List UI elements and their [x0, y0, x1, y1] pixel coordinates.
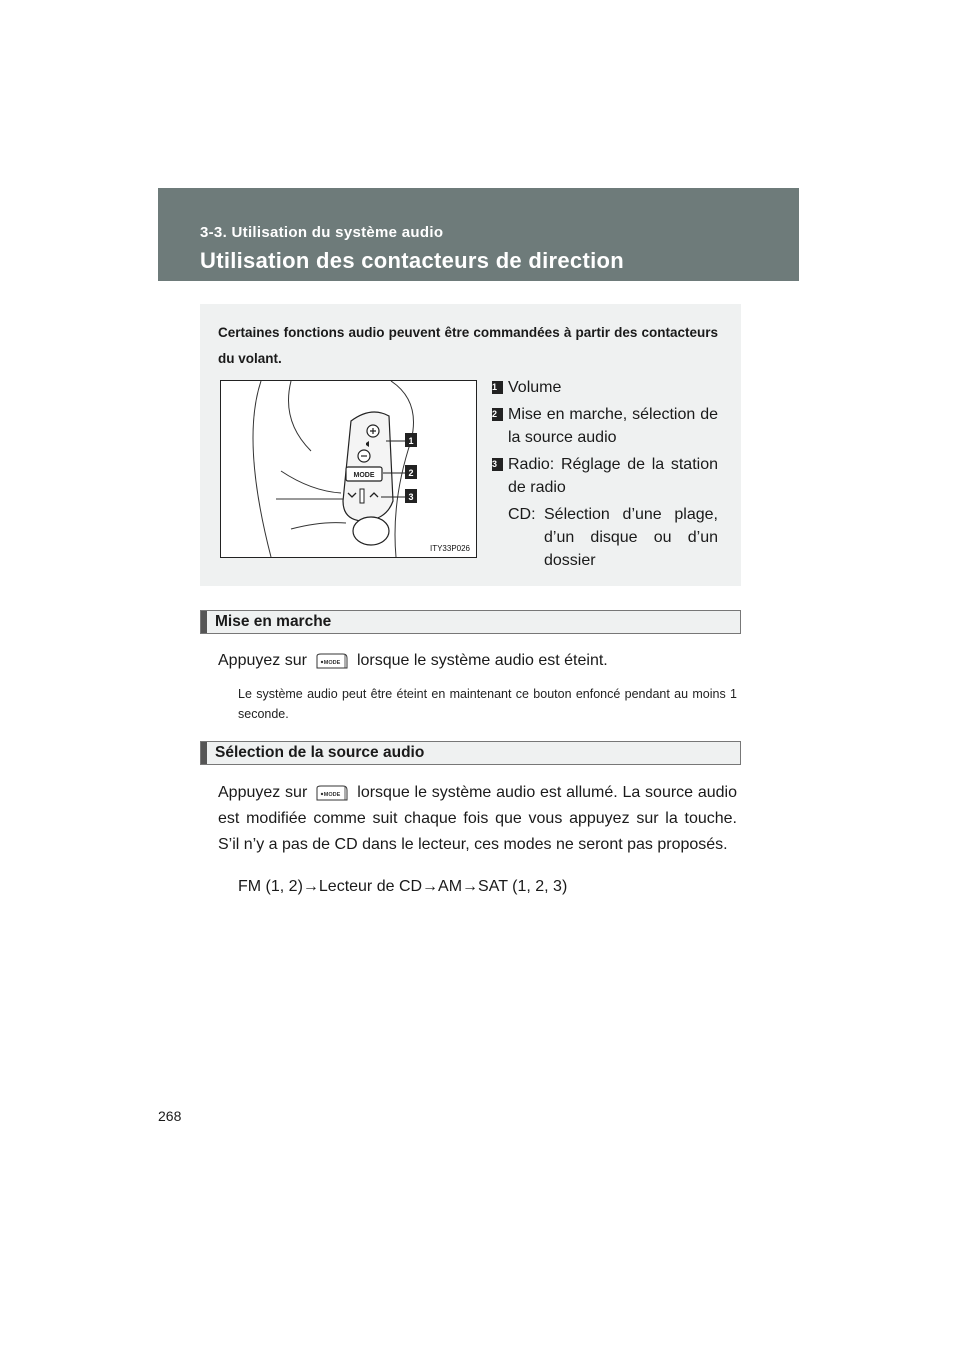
number-badge: 2	[492, 408, 503, 421]
number-badge: 1	[492, 381, 503, 394]
mode-button-icon	[315, 652, 349, 670]
callout-3: 3	[408, 492, 414, 502]
body-text-after: lorsque le système audio est allumé. La source audio est modifiée comme suit chaque fois que vous appuyez sur la touche. S’il n’y a pas de CD dans le lecteur, ces modes ne seront pas proposés.	[218, 784, 737, 853]
section-heading-power	[200, 610, 741, 634]
section-heading-source	[200, 741, 741, 765]
mode-button-icon	[315, 784, 349, 802]
callout-2: 2	[408, 468, 414, 478]
legend-cd-entry	[492, 503, 718, 572]
section-note: Le système audio peut être éteint en maintenant ce bouton enfoncé pendant au moins 1 seconde.	[238, 687, 737, 721]
svg-text:MODE: MODE	[323, 659, 341, 666]
legend-text: Volume	[508, 379, 562, 396]
callout-1: 1	[408, 436, 414, 446]
steering-switch-figure	[220, 380, 477, 558]
steering-wheel-illustration	[221, 381, 476, 557]
figure-code: ITY33P026	[429, 544, 470, 553]
section-title: Mise en marche	[215, 613, 332, 630]
legend-item	[492, 403, 718, 449]
cd-label: CD:	[508, 506, 536, 523]
heading-bar	[201, 611, 207, 633]
body-text-before: Appuyez sur	[218, 784, 308, 801]
mode-label: MODE	[353, 472, 375, 479]
legend-text: Radio: Réglage de la station de radio	[508, 456, 718, 496]
page-title: Utilisation des contacteurs de direction	[200, 248, 624, 273]
intro-box	[200, 304, 741, 586]
legend-item	[492, 453, 718, 499]
cd-text: Sélection d’une plage, d’un disque ou d’un dossier	[544, 506, 718, 569]
source-sequence: FM (1, 2)→Lecteur de CD→AM→SAT (1, 2, 3)	[238, 878, 568, 895]
svg-text:MODE: MODE	[324, 791, 341, 798]
legend-text: Mise en marche, sélection de la source audio	[508, 406, 718, 446]
section-title: Sélection de la source audio	[215, 744, 425, 761]
intro-text: Certaines fonctions audio peuvent être commandées à partir des contacteurs du volant.	[218, 325, 718, 366]
legend	[492, 376, 718, 572]
number-badge: 3	[492, 458, 503, 471]
section-body	[218, 648, 737, 674]
section-body	[218, 780, 737, 858]
heading-bar	[201, 742, 207, 764]
section-header	[158, 188, 799, 281]
body-text-after: lorsque le système audio est éteint.	[356, 652, 608, 669]
legend-item	[492, 376, 718, 399]
body-text-before: Appuyez sur	[218, 652, 307, 669]
page-number: 268	[158, 1108, 182, 1124]
chapter-label: 3-3. Utilisation du système audio	[200, 224, 444, 241]
